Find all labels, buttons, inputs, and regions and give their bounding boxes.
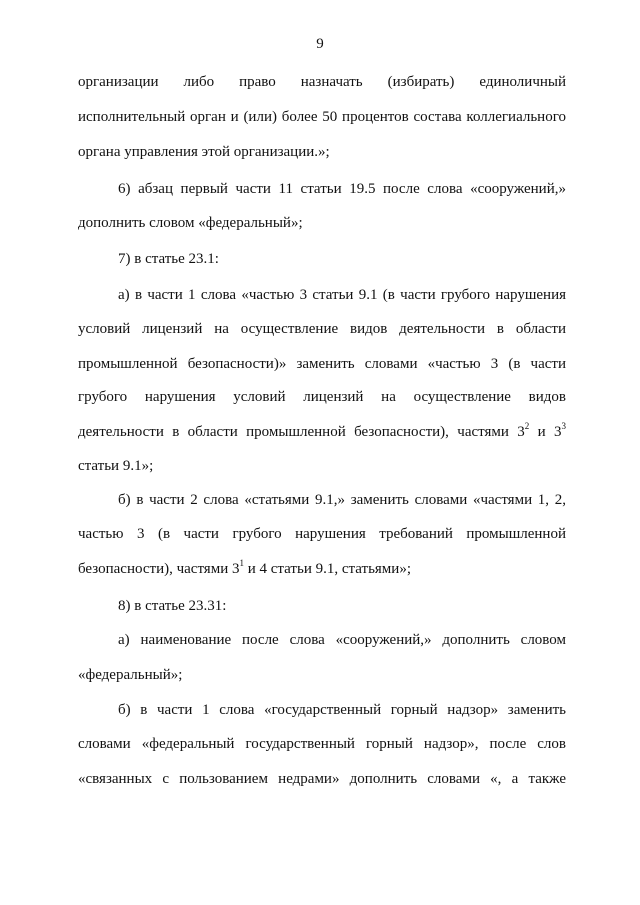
text-line: грубого нарушения условий лицензий на осуществление видов (78, 389, 566, 405)
text-line-with-superscript (78, 559, 566, 579)
text-line: 8) в статье 23.31: (118, 598, 227, 614)
text-line: словами «федеральный государственный горный надзор», после слов (78, 736, 566, 752)
text-line: частью 3 (в части грубого нарушения требований промышленной (78, 526, 566, 542)
superscript: 1 (239, 558, 244, 568)
text-line: б) в части 1 слова «государственный горный надзор» заменить (118, 702, 566, 718)
text-line: б) в части 2 слова «статьями 9.1,» заменить словами «частями 1, 2, (118, 492, 566, 508)
text-line: а) в части 1 слова «частью 3 статьи 9.1 (в части грубого нарушения (118, 287, 566, 303)
text-segment: и 3 (529, 424, 562, 440)
page-number: 9 (316, 36, 324, 52)
text-line: «связанных с пользованием недрами» дополнить словами «, а также (78, 771, 566, 787)
text-segment: безопасности), частями 3 (78, 561, 240, 577)
text-line-with-superscripts (78, 422, 566, 442)
text-line: исполнительный орган и (или) более 50 процентов состава коллегиального (78, 109, 566, 125)
text-line: промышленной безопасности)» заменить словами «частью 3 (в части (78, 356, 566, 372)
text-line: 6) абзац первый части 11 статьи 19.5 после слова «сооружений,» (118, 181, 566, 197)
text-line: дополнить словом «федеральный»; (78, 215, 303, 231)
text-line: статьи 9.1»; (78, 458, 154, 474)
text-line: 7) в статье 23.1: (118, 251, 219, 267)
text-line: органа управления этой организации.»; (78, 144, 330, 160)
superscript: 2 (524, 421, 530, 431)
text-line: условий лицензий на осуществление видов деятельности в области (78, 321, 566, 337)
text-line: организации либо право назначать (избирать) единоличный (78, 74, 566, 90)
text-line: а) наименование после слова «сооружений,» дополнить словом (118, 632, 566, 648)
text-segment: деятельности в области промышленной безопасности), частями 3 (78, 424, 525, 440)
text-line: «федеральный»; (78, 667, 183, 683)
superscript: 3 (561, 421, 566, 431)
text-segment: и 4 статьи 9.1, статьями»; (243, 561, 411, 577)
